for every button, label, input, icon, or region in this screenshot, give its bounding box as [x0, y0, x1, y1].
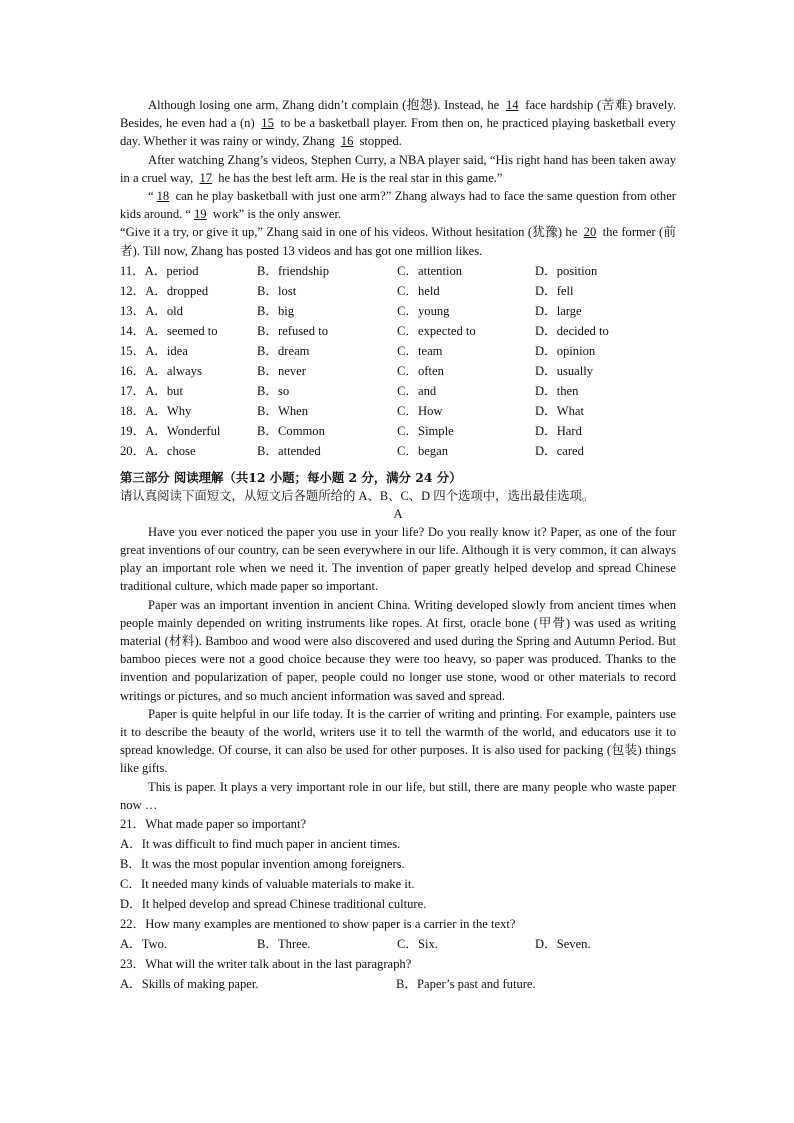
blank-17: 17	[199, 170, 213, 185]
option-a[interactable]: A．It was difficult to find much paper in ancient times.	[120, 837, 401, 852]
section-title: 第三部分 阅读理解（共12 小题；每小题 2 分，满分 24 分）	[120, 469, 462, 485]
reading-paragraph-3: Paper is quite helpful in our life today. It is the carrier of writing and printing. For example, painters use it to describe the beauty of the world, writers use it to tell the warmth of the world, and educators use it to spread knowledge. Of course, it can also be used for other purposes. It is also used for packing (包装) things like gifts.	[120, 706, 676, 776]
option-b[interactable]: B．big	[257, 303, 295, 318]
option-c[interactable]: C．often	[397, 363, 444, 378]
blank-16: 16	[340, 134, 354, 149]
question-stem: 22．How many examples are mentioned to show paper is a carrier in the text?	[120, 917, 516, 932]
option-row-15	[120, 341, 676, 361]
text: “Give it a try, or give it up,” Zhang said in one of his videos. Without hesitation (犹豫) he	[120, 225, 581, 240]
question-stem: 21．What made paper so important?	[120, 817, 307, 832]
reading-paragraph-1: Have you ever noticed the paper you use in your life? Do you really know it? Paper, as one of the four great inventions of our country, can be seen everywhere in our life. Although it is very common, it can always play an important role when we need it. The invention of paper greatly helped develop and spread Chinese traditional culture, which made paper so important.	[120, 524, 676, 594]
question-number: 13．	[120, 303, 146, 318]
option-c[interactable]: C．expected to	[397, 323, 476, 338]
option-b[interactable]: B．Paper’s past and future.	[396, 977, 536, 992]
cloze-paragraph-2	[120, 151, 676, 187]
option-b[interactable]: B．Common	[257, 423, 325, 438]
option-row-19	[120, 421, 676, 441]
question-number: 19．	[120, 423, 146, 438]
question-number: 20．	[120, 443, 146, 458]
option-row-17	[120, 381, 676, 401]
option-d[interactable]: D．fell	[535, 283, 574, 298]
text: work” is the only answer.	[209, 207, 342, 222]
text: the former (前者). Till now, Zhang has posted 13 videos and has got one million likes.	[120, 225, 676, 258]
option-d[interactable]: D．usually	[535, 363, 594, 378]
option-a[interactable]: A．idea	[145, 343, 188, 358]
question-22	[120, 914, 676, 954]
option-row-11	[120, 261, 676, 281]
option-b[interactable]: B．It was the most popular invention among foreigners.	[120, 857, 405, 872]
option-c[interactable]: C．and	[397, 383, 437, 398]
text: After watching Zhang’s videos, Stephen Curry, a NBA player said, “His right hand has been taken away in a cruel way,	[120, 152, 676, 185]
option-d[interactable]: D．opinion	[535, 343, 596, 358]
question-23	[120, 954, 676, 994]
text: he has the best left arm. He is the real star in this game.”	[215, 170, 503, 185]
option-row-20	[120, 441, 676, 461]
option-a[interactable]: A．chose	[145, 443, 196, 458]
exam-page	[120, 96, 676, 994]
option-d[interactable]: D．What	[535, 403, 584, 418]
option-d[interactable]: D．then	[535, 383, 579, 398]
option-a[interactable]: A．Wonderful	[145, 423, 221, 438]
option-c[interactable]: C．Six.	[397, 937, 438, 952]
blank-14: 14	[505, 98, 519, 112]
cloze-paragraph-3	[120, 187, 676, 223]
option-row	[120, 974, 676, 994]
question-number: 11．	[120, 263, 145, 278]
option-a[interactable]: A．dropped	[145, 283, 209, 298]
blank-15: 15	[261, 116, 274, 131]
option-d[interactable]: D．Hard	[535, 423, 582, 438]
option-b[interactable]: B．attended	[257, 443, 321, 458]
option-row-16	[120, 361, 676, 381]
option-a[interactable]: A．old	[145, 303, 183, 318]
cloze-options	[120, 261, 676, 461]
text: Although losing one arm, Zhang didn’t complain (抱怨). Instead, he	[148, 98, 503, 112]
option-b[interactable]: B．dream	[257, 343, 310, 358]
question-number: 15．	[120, 343, 146, 358]
option-d[interactable]: D．large	[535, 303, 582, 318]
option-row-13	[120, 301, 676, 321]
text: to be a basketball player. From then on, he practiced playing basketball every day. Whether it was rainy or windy, Zhang	[120, 116, 676, 149]
option-row-12	[120, 281, 676, 301]
question-stem: 23．What will the writer talk about in the last paragraph?	[120, 957, 412, 972]
option-d[interactable]: D．Seven.	[535, 937, 591, 952]
option-b[interactable]: B．When	[257, 403, 309, 418]
text: can he play basketball with just one arm?” Zhang always had to face the same question from other kids around. “	[120, 189, 676, 222]
blank-18: 18	[156, 189, 170, 204]
option-a[interactable]: A．seemed to	[145, 323, 218, 338]
reading-paragraph-4: This is paper. It plays a very important role in our life, but still, there are many people who waste paper now …	[120, 779, 676, 812]
option-a[interactable]: A．Skills of making paper.	[120, 977, 259, 992]
option-c[interactable]: C．began	[397, 443, 449, 458]
question-number: 16．	[120, 363, 146, 378]
section-instruction: 请认真阅读下面短文，从短文后各题所给的 A、B、C、D 四个选项中，选出最佳选项。	[120, 488, 595, 503]
option-b[interactable]: B．Three.	[257, 937, 311, 952]
question-21	[120, 814, 676, 914]
reading-paragraph-2: Paper was an important invention in ancient China. Writing developed slowly from ancient times when people mainly depended on writing instruments like ropes. At first, oracle bone (甲骨) was used as writing material (材料). Bamboo and wood were also discovered and used during the Spring and Autumn Period. But bamboo pieces were not a good choice because they were too heavy, so paper was produced. Thanks to the invention and popularization of paper, people could no longer use stone, wood or other materials to record writings or pictures, and so much ancient information was saved and spread.	[120, 597, 676, 703]
option-b[interactable]: B．friendship	[257, 263, 330, 278]
option-b[interactable]: B．never	[257, 363, 306, 378]
cloze-paragraph-4	[120, 223, 676, 259]
question-number: 18．	[120, 403, 146, 418]
option-d[interactable]: D．It helped develop and spread Chinese traditional culture.	[120, 897, 427, 912]
option-row-18	[120, 401, 676, 421]
option-a[interactable]: A．period	[144, 263, 199, 278]
option-c[interactable]: C．young	[397, 303, 450, 318]
blank-20: 20	[583, 225, 597, 240]
option-a[interactable]: A．but	[145, 383, 183, 398]
blank-19: 19	[194, 207, 207, 222]
question-number: 14．	[120, 323, 146, 338]
question-number: 17．	[120, 383, 146, 398]
passage-label: A	[393, 506, 403, 521]
option-d[interactable]: D．decided to	[535, 323, 609, 338]
option-c[interactable]: C．How	[397, 403, 443, 418]
option-c[interactable]: C．held	[397, 283, 440, 298]
text: stopped.	[356, 134, 402, 149]
option-a[interactable]: A．always	[145, 363, 202, 378]
option-c[interactable]: C．attention	[397, 263, 463, 278]
option-row	[120, 934, 676, 954]
option-c[interactable]: C．team	[397, 343, 443, 358]
option-b[interactable]: B．so	[257, 383, 290, 398]
option-c[interactable]: C．It needed many kinds of valuable materials to make it.	[120, 877, 415, 892]
text: face hardship (苦难) bravely. Besides, he even had a (n)	[120, 98, 676, 131]
option-a[interactable]: A．Two.	[120, 937, 168, 952]
option-a[interactable]: A．Why	[145, 403, 192, 418]
option-c[interactable]: C．Simple	[397, 423, 454, 438]
cloze-paragraph-1	[120, 96, 676, 151]
option-d[interactable]: D．cared	[535, 443, 584, 458]
option-b[interactable]: B．lost	[257, 283, 297, 298]
question-number: 12．	[120, 283, 146, 298]
text: “	[148, 189, 154, 204]
option-row-14	[120, 321, 676, 341]
option-d[interactable]: D．position	[535, 263, 598, 278]
option-b[interactable]: B．refused to	[257, 323, 328, 338]
